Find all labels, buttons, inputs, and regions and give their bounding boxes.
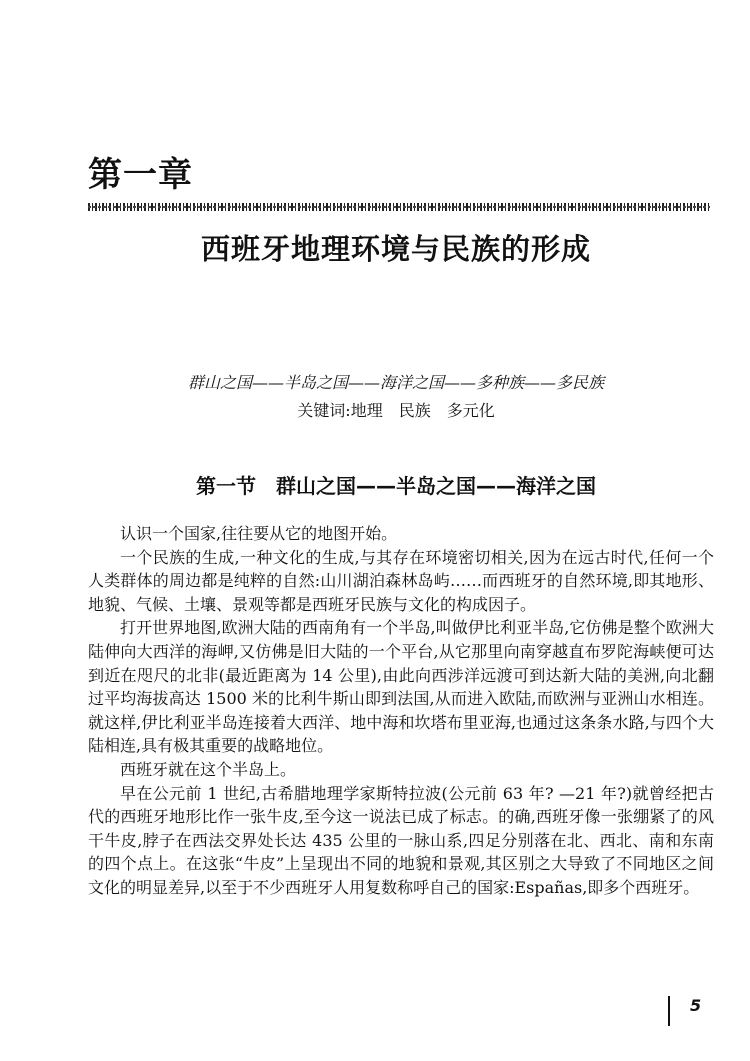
chapter-label: 第一章 [88, 155, 193, 195]
paragraph: 西班牙就在这个半岛上。 [120, 759, 297, 779]
body-text [88, 522, 714, 900]
chapter-title: 西班牙地理环境与民族的形成 [200, 232, 591, 266]
chapter-keywords: 关键词:地理 民族 多元化 [297, 401, 495, 420]
page-number-rule [668, 996, 670, 1026]
paragraph: 一个民族的生成,一种文化的生成,与其存在环境密切相关,因为在远古时代,任何一个人类群体的周边都是纯粹的自然:山川湖泊森林岛屿……而西班牙的自然环境,即其地形、地貌、气候、土壤、景观等都是西班牙民族与文化的构成因子。 [88, 547, 714, 614]
section-title: 第一节 群山之国——半岛之国——海洋之国 [196, 474, 596, 498]
paragraph: 认识一个国家,往往要从它的地图开始。 [120, 524, 398, 543]
ornamental-divider [88, 203, 710, 211]
page-number: 5 [690, 996, 702, 1015]
paragraph: 早在公元前 1 世纪,古希腊地理学家斯特拉波(公元前 63 年? —21 年?)就曾经把古代的西班牙地形比作一张牛皮,至今这一说法已成了标志。的确,西班牙像一张绷紧了的风干牛皮,脖子在西法交界处长达 435 公里的一脉山系,四足分别落在北、西北、南和东南的四个点上。在这张“牛皮”上呈现出不同的地貌和景观,其区别之大导致了不同地区之间文化的明显差异,以至于不少西班牙人用复数称呼自己的国家:Españas,即多个西班牙。 [88, 783, 714, 897]
chapter-epigraph: 群山之国——半岛之国——海洋之国——多种族——多民族 [187, 373, 604, 392]
paragraph: 打开世界地图,欧洲大陆的西南角有一个半岛,叫做伊比利亚半岛,它仿佛是整个欧洲大陆伸向大西洋的海岬,又仿佛是旧大陆的一个平台,从它那里向南穿越直布罗陀海峡便可达到近在咫尺的北非(最近距离为 14 公里),由此向西涉洋远渡可到达新大陆的美洲,向北翻过平均海拔高达 1500 米的比利牛斯山即到法国,从而进入欧陆,而欧洲与亚洲山水相连。就这样,伊比利亚半岛连接着大西洋、地中海和坎塔布里亚海,也通过这条条水路,与四个大陆相连,具有极其重要的战略地位。 [88, 618, 714, 756]
